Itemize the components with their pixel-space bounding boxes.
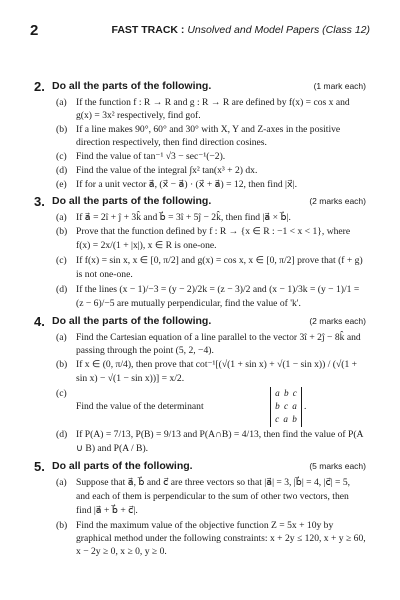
part-text: If a⃗ = 2î + ĵ + 3k̂ and b⃗ = 3î + 5ĵ − 2k̂, then find |a⃗ × b⃗|. [76,212,291,223]
part-text: If the lines (x − 1)/−3 = (y − 2)/2k = (z − 3)/2 and (x − 1)/3k = (y − 1)/1 = (z − 6)/−5 are mutually perpendicular, find the value of 'k'. [76,284,360,309]
part-label: (b) [56,520,68,531]
matrix-row [271,400,301,413]
header-title [111,24,370,36]
part-label: (b) [56,226,68,237]
header-title-bold: FAST TRACK : [111,24,185,36]
matrix-cell: a [292,401,297,411]
question-2 [34,79,366,191]
question-part [48,254,366,282]
question-part [48,331,366,357]
question-part [48,164,366,177]
question-3 [34,194,366,311]
part-label: (b) [56,359,68,370]
question-part [48,358,366,386]
question-title: Do all parts of the following. [52,460,193,472]
matrix-cell: b [275,401,280,411]
part-label: (b) [56,124,68,135]
question-title: Do all the parts of the following. [52,80,212,92]
matrix-cell: b [283,388,289,398]
part-label: (c) [56,388,67,399]
question-part [48,211,366,224]
question-part [48,519,366,558]
part-text: Find the value of the determinant [76,401,204,412]
question-marks: (1 mark each) [313,81,366,91]
part-label: (a) [56,212,67,223]
question-part [48,178,366,191]
question-number: 3. [34,194,45,209]
question-number: 2. [34,79,45,94]
part-text: If for a unit vector a⃗, (x⃗ − a⃗) · (x⃗ + a⃗) = 12, then find |x⃗|. [76,179,297,190]
part-text: If the function f : R → R and g : R → R are defined by f(x) = cos x and g(x) = 3x² respectively, find gof. [76,97,350,121]
question-title: Do all the parts of the following. [52,315,212,327]
part-text: Find the value of tan⁻¹ √3 − sec⁻¹(−2). [76,151,226,162]
question-marks: (2 marks each) [309,196,366,206]
matrix-cell: b [292,414,297,424]
header-title-rest: Unsolved and Model Papers (Class 12) [184,24,370,36]
question-part [48,387,366,427]
matrix-cell: c [292,388,297,398]
question-5 [34,459,366,558]
part-label: (a) [56,332,67,343]
part-label: (d) [56,429,68,440]
part-label: (c) [56,151,67,162]
question-part [48,283,366,311]
part-text: Find the value of the integral ∫x² tan(x³ + 2) dx. [76,165,258,176]
part-text: If P(A) = 7/13, P(B) = 9/13 and P(A∩B) = 4/13, then find the value of P(A ∪ B) and P(A / B). [76,429,363,454]
matrix-cell: a [275,388,280,398]
part-text: If a line makes 90°, 60° and 30° with X, Y and Z-axes in the positive direction respectively, then find direction cosines. [76,124,341,148]
part-label: (a) [56,97,67,108]
matrix-row [271,387,301,400]
question-part [48,476,366,518]
part-label: (d) [56,284,68,295]
page-number: 2 [30,22,39,39]
part-text: Find the Cartesian equation of a line parallel to the vector 3î + 2ĵ − 8k̂ and passing through the point (5, 2, −4). [76,332,361,356]
matrix-row [271,413,301,426]
question-list [34,79,366,562]
question-number: 4. [34,314,45,329]
part-label: (e) [56,179,67,190]
question-part [48,150,366,163]
part-label: (d) [56,165,68,176]
question-marks: (5 marks each) [309,461,366,471]
question-title: Do all the parts of the following. [52,195,212,207]
part-text: Find the maximum value of the objective function Z = 5x + 10y by graphical method under the following constraints: x + 2y ≤ 120, x + y ≥ 60, x − 2y ≥ 0, x ≥ 0, y ≥ 0. [76,520,366,557]
matrix-cell: c [283,401,289,411]
part-label: (a) [56,477,67,488]
determinant-matrix [270,387,302,427]
running-header [30,22,370,42]
question-number: 5. [34,459,45,474]
part-text: If x ∈ (0, π/4), then prove that cot⁻¹[(√(1 + sin x) + √(1 − sin x)) / (√(1 + sin x) − √(1 − sin x))] = x/2. [76,359,358,384]
matrix-cell: c [275,414,280,424]
question-part [48,225,366,253]
part-text: If f(x) = sin x, x ∈ [0, π/2] and g(x) = cos x, x ∈ [0, π/2] prove that (f + g) is not one-one. [76,255,363,280]
question-part [48,428,366,456]
matrix-tail: . [304,401,307,412]
question-4 [34,314,366,456]
part-text: Prove that the function defined by f : R → {x ∈ R : −1 < x < 1}, where f(x) = 2x/(1 + |x|), x ∈ R is one-one. [76,226,351,251]
part-label: (c) [56,255,67,266]
question-marks: (2 marks each) [309,316,366,326]
question-part [48,123,366,149]
part-text: Suppose that a⃗, b⃗ and c⃗ are three vectors so that |a⃗| = 3, |b⃗| = 4, |c⃗| = 5, and each of them is perpendicular to the sum of other two vectors, then find |a⃗ + b⃗ + c⃗|. [76,477,351,516]
matrix-cell: a [283,414,289,424]
question-part [48,96,366,122]
